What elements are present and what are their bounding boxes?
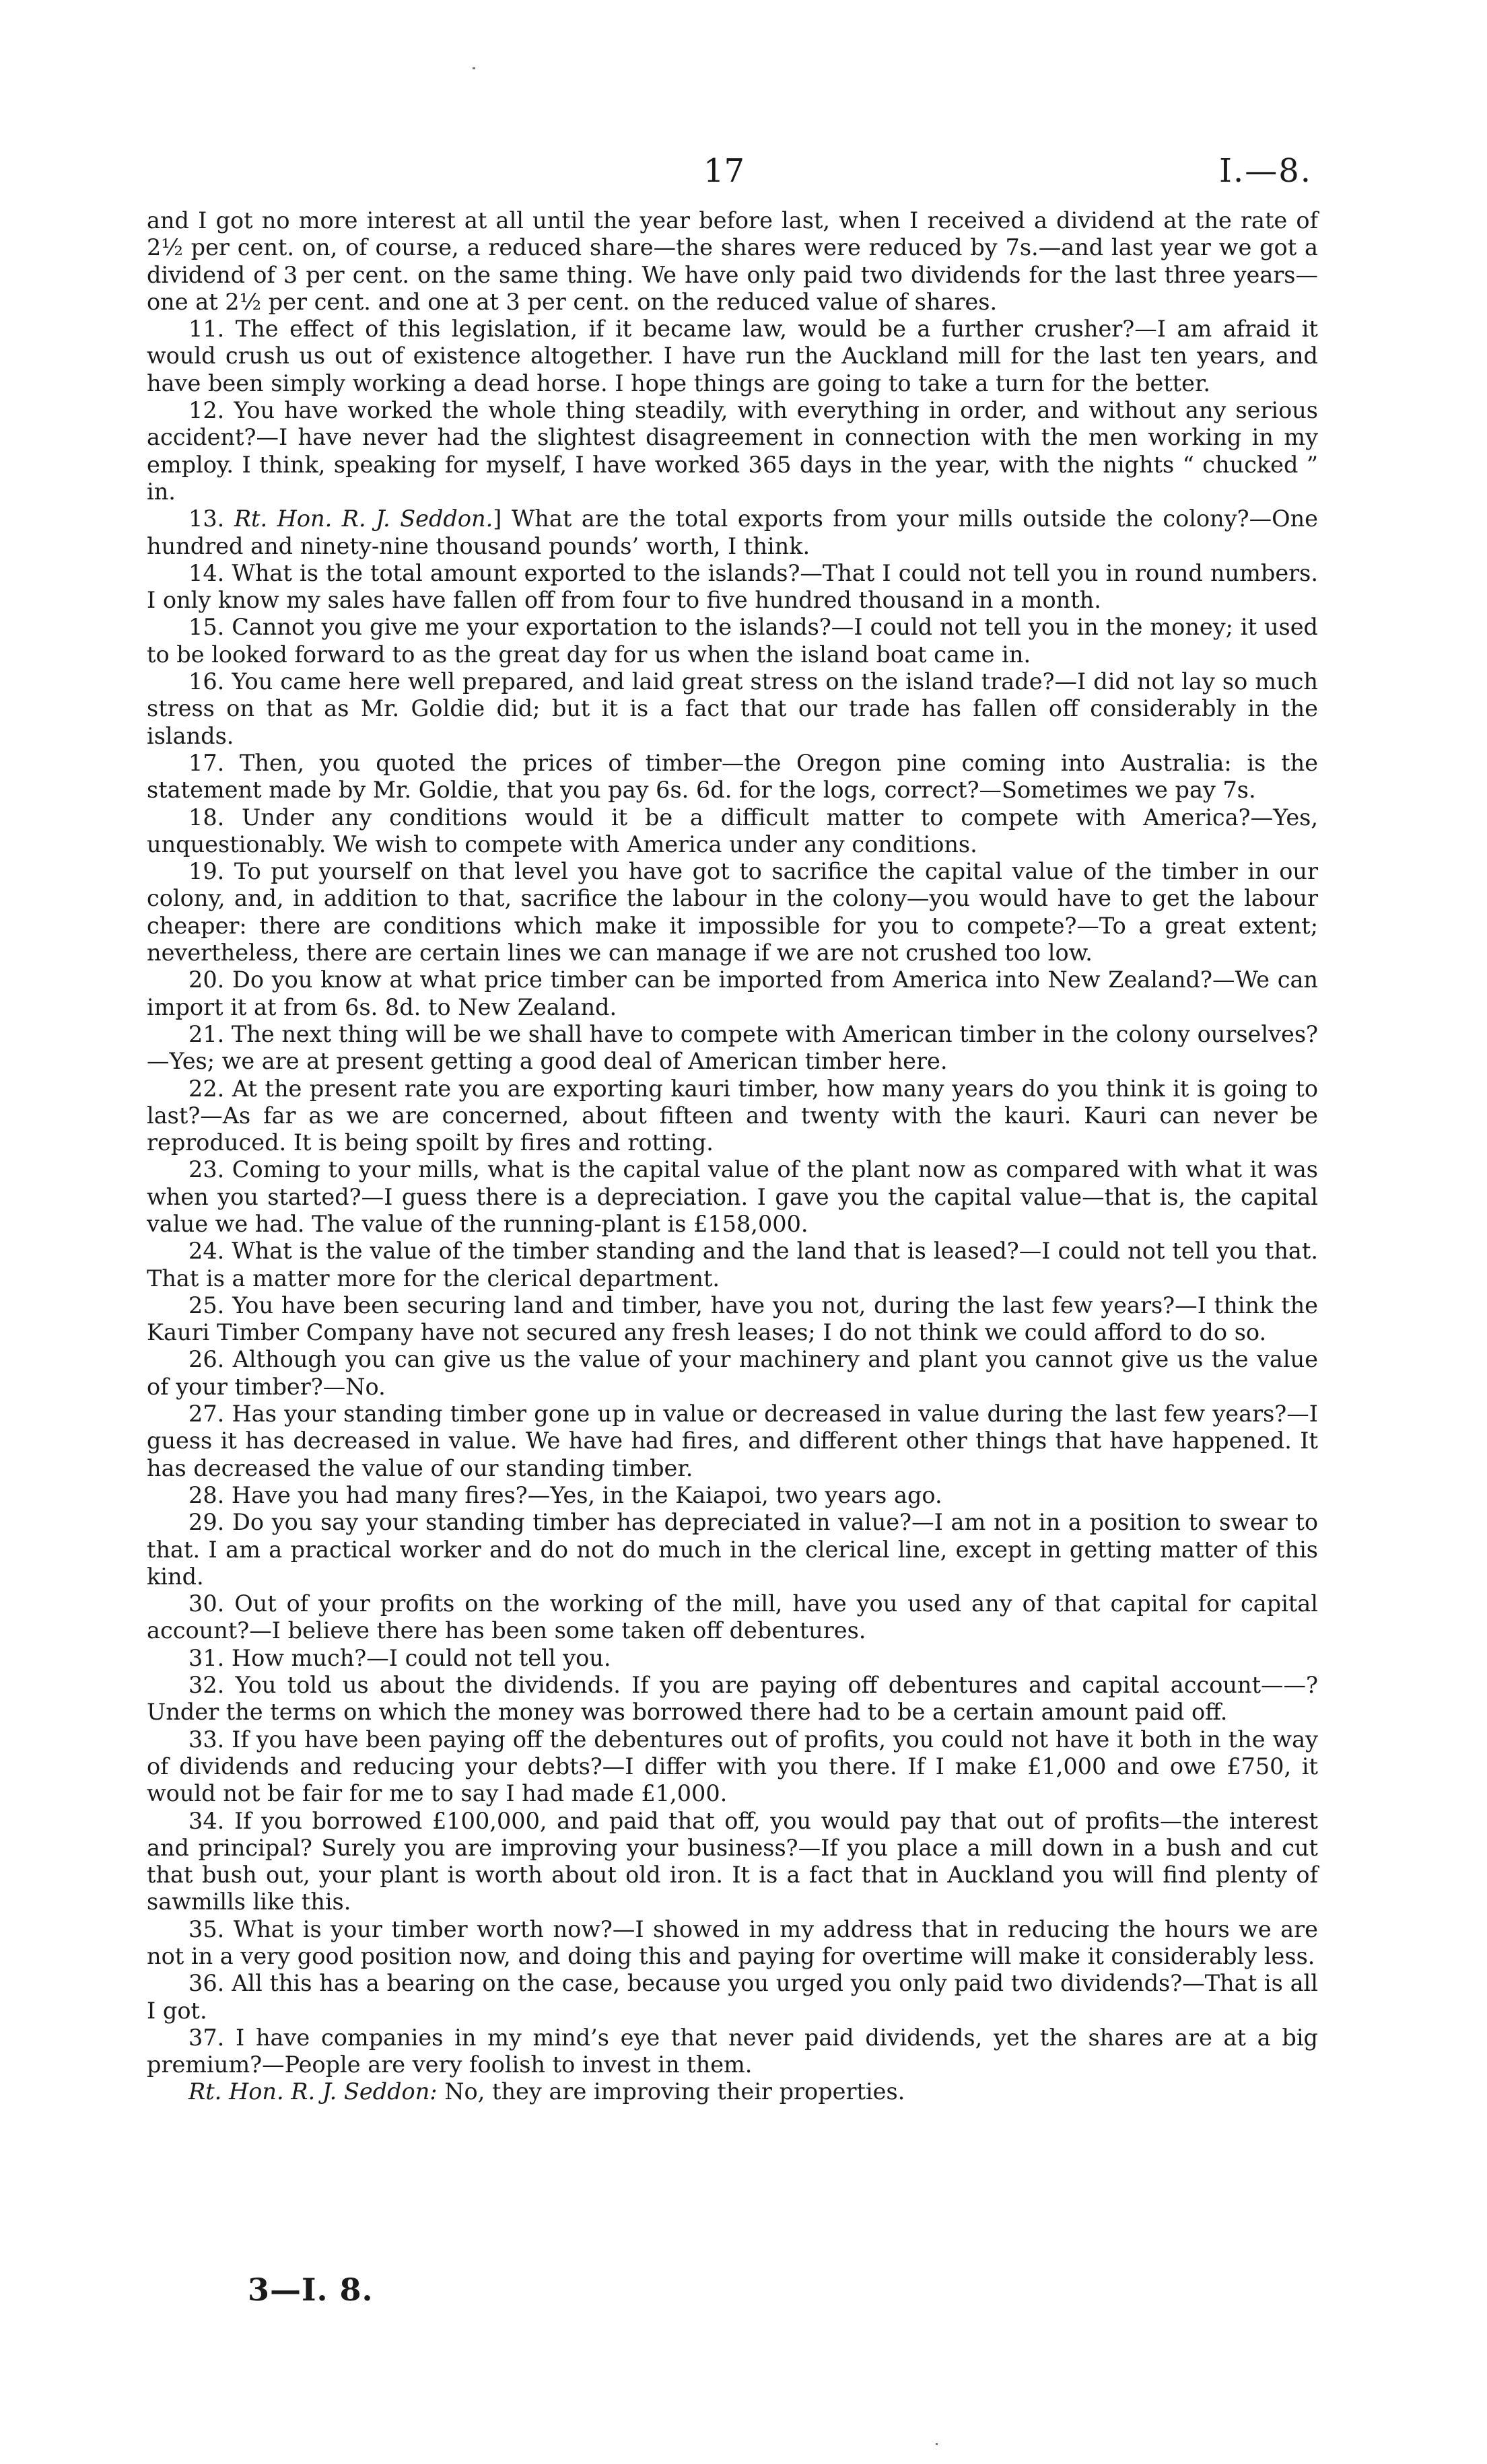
paragraph-q29: 29. Do you say your standing timber has depreciated in value?—I am not in a position to swear to that. I am a practical worker and do not do much in the clerical line, except in getting matter of this kind. — [147, 1509, 1318, 1590]
paragraph-q36: 36. All this has a bearing on the case, because you urged you only paid two dividends?—That is all I got. — [147, 1970, 1318, 2024]
paragraph-q32: 32. You told us about the dividends. If you are paying off debentures and capital account——? Under the terms on which the money was borrowed there had to be a certain amount paid off. — [147, 1672, 1318, 1726]
paragraph-q12: 12. You have worked the whole thing steadily, with everything in order, and without any serious accident?—I have never had the slightest disagreement in connection with the men working in my employ. I think, speaking for myself, I have worked 365 days in the year, with the nights “ chucked ” in. — [147, 397, 1318, 505]
paragraph-q23: 23. Coming to your mills, what is the capital value of the plant now as compared with what it was when you started?—I guess there is a depreciation. I gave you the capital value—that is, the capital value we had. The value of the running-plant is £158,000. — [147, 1156, 1318, 1237]
paragraph-q31: 31. How much?—I could not tell you. — [188, 1644, 611, 1671]
paragraph-q18: 18. Under any conditions would it be a difficult matter to compete with America?—Yes, unquestionably. We wish to compete with America under any conditions. — [147, 804, 1318, 857]
paragraph-q30: 30. Out of your profits on the working of the mill, have you used any of that capital for capital account?—I believe there has been some taken off debentures. — [147, 1590, 1318, 1644]
paragraph-q16: 16. You came here well prepared, and laid great stress on the island trade?—I did not lay so much stress on that as Mr. Goldie did; but it is a fact that our trade has fallen off considerably in the islands. — [147, 668, 1318, 749]
closing-remark — [147, 2078, 1318, 2105]
paragraph-q28: 28. Have you had many fires?—Yes, in the Kaiapoi, two years ago. — [188, 1481, 942, 1508]
paragraph-q37: 37. I have companies in my mind’s eye that never paid dividends, yet the shares are at a big premium?—People are very foolish to invest in them. — [147, 2024, 1318, 2078]
paragraph-q25: 25. You have been securing land and timber, have you not, during the last few years?—I think the Kauri Timber Company have not secured any fresh leases; I do not think we could afford to do so. — [147, 1292, 1318, 1346]
paragraph-q14: 14. What is the total amount exported to the islands?—That I could not tell you in round numbers. I only know my sales have fallen off from four to five hundred thousand in a month. — [147, 559, 1318, 614]
paragraph-q34: 34. If you borrowed £100,000, and paid that off, you would pay that out of profits—the interest and principal? Surely you are improving your business?—If you place a mill down in a bush and cut that bush out, your plant is worth about old iron. It is a fact that in Auckland you will find plenty of sawmills like this. — [147, 1807, 1318, 1915]
paragraph-q22: 22. At the present rate you are exporting kauri timber, how many years do you think it is going to last?—As far as we are concerned, about fifteen and twenty with the kauri. Kauri can never be reproduced. It is being spoilt by fires and rotting. — [147, 1075, 1318, 1156]
scan-speck — [936, 2443, 938, 2445]
speaker-name: Rt. Hon. R. J. Seddon: — [188, 2078, 438, 2105]
speaker-name: Rt. Hon. R. J. Seddon. — [234, 505, 493, 532]
paragraph-q26: 26. Although you can give us the value of your machinery and plant you cannot give us the value of your timber?—No. — [147, 1346, 1318, 1400]
paragraph-q33: 33. If you have been paying off the debentures out of profits, you could not have it both in the way of dividends and reducing your debts?—I differ with you there. If I make £1,000 and owe £750, it would not be fair for me to say I had made £1,000. — [147, 1726, 1318, 1807]
remark-text: No, they are improving their properties. — [437, 2078, 905, 2105]
opening-paragraph: and I got no more interest at all until the year before last, when I received a dividend at the rate of 2½ per cent. on, of course, a reduced share—the shares were reduced by 7s.—and last year we got a dividend of 3 per cent. on the same thing. We have only paid two dividends for the last three years—one at 2½ per cent. and one at 3 per cent. on the reduced value of shares. — [147, 207, 1318, 315]
body-text — [147, 207, 1318, 2106]
paragraph-q35: 35. What is your timber worth now?—I showed in my address that in reducing the hours we are not in a very good position now, and doing this and paying for overtime will make it considerably less. — [147, 1915, 1318, 1969]
paragraph-q15: 15. Cannot you give me your exportation to the islands?—I could not tell you in the money; it used to be looked forward to as the great day for us when the island boat came in. — [147, 614, 1318, 668]
question-text: ] What are the total exports from your mills outside the colony?—One hundred and ninety-nine thousand pounds’ worth, I think. — [147, 505, 1318, 559]
scan-speck — [473, 67, 475, 69]
question-number: 13. — [188, 505, 225, 532]
paragraph-q20: 20. Do you know at what price timber can be imported from America into New Zealand?—We can import it at from 6s. 8d. to New Zealand. — [147, 966, 1318, 1020]
paragraph-q24: 24. What is the value of the timber standing and the land that is leased?—I could not tell you that. That is a matter more for the clerical department. — [147, 1238, 1318, 1292]
document-reference: I.—8. — [1218, 152, 1312, 190]
paragraph-q21: 21. The next thing will be we shall have to compete with American timber in the colony ourselves?—Yes; we are at present getting a good deal of American timber here. — [147, 1020, 1318, 1075]
paragraph-q11: 11. The effect of this legislation, if it became law, would be a further crusher?—I am afraid it would crush us out of existence altogether. I have run the Auckland mill for the last ten years, and have been simply working a dead horse. I hope things are going to take a turn for the better. — [147, 316, 1318, 396]
paragraph-q13 — [147, 505, 1318, 560]
footer-signature: 3—I. 8. — [248, 2272, 374, 2308]
paragraph-q27: 27. Has your standing timber gone up in value or decreased in value during the last few years?—I guess it has decreased in value. We have had fires, and different other things that have happened. It has decreased the value of our standing timber. — [147, 1401, 1318, 1481]
paragraph-q19: 19. To put yourself on that level you have got to sacrifice the capital value of the timber in our colony, and, in addition to that, sacrifice the labour in the colony—you would have to get the labour cheaper: there are conditions which make it impossible for you to compete?—To a great extent; nevertheless, there are certain lines we can manage if we are not crushed too low. — [147, 858, 1318, 966]
paragraph-q17: 17. Then, you quoted the prices of timber—the Oregon pine coming into Australia: is the statement made by Mr. Goldie, that you pay 6s. 6d. for the logs, correct?—Sometimes we pay 7s. — [147, 749, 1318, 804]
page-number: 17 — [703, 152, 745, 190]
